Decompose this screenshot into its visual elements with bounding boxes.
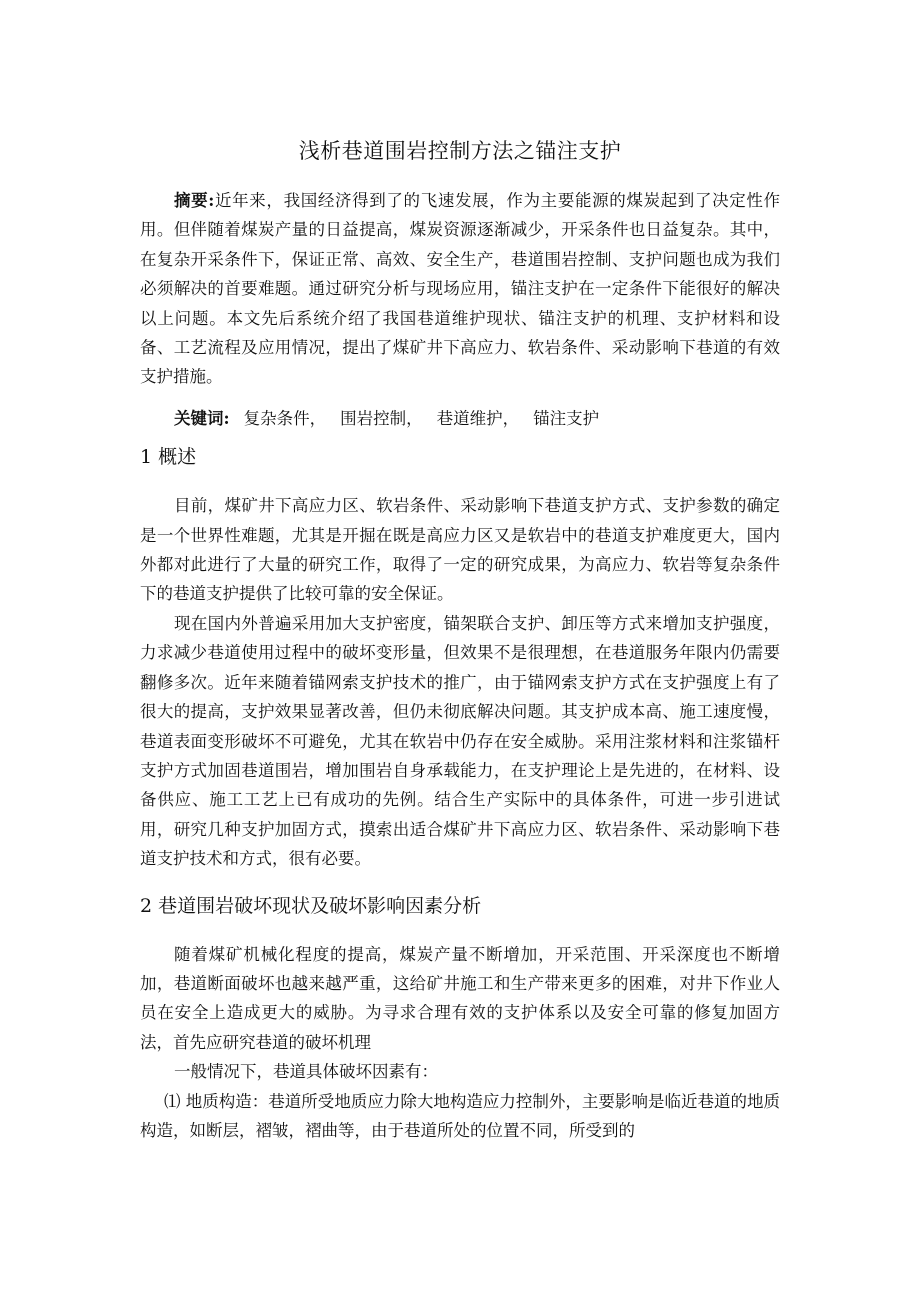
document-title: 浅析巷道围岩控制方法之锚注支护: [298, 139, 622, 163]
section-1-heading: 1 概述: [140, 446, 197, 469]
document-body: [140, 130, 780, 1145]
abstract-text: 近年来，我国经济得到了的飞速发展，作为主要能源的煤炭起到了决定性作用。但伴随着煤炭产量的日益提高，煤炭资源逐渐减少，开采条件也日益复杂。其中，在复杂开采条件下，保证正常、高效、安全生产，巷道围岩控制、支护问题也成为我们必须解决的首要难题。通过研究分析与现场应用，锚注支护在一定条件下能很好的解决以上问题。本文先后系统介绍了我国巷道维护现状、锚注支护的机理、支护材料和设备、工艺流程及应用情况，提出了煤矿井下高应力、软岩条件、采动影响下巷道的有效支护措施。: [140, 191, 781, 387]
keywords-line: [140, 404, 780, 433]
section-1-paragraph: 现在国内外普遍采用加大支护密度，锚架联合支护、卸压等方式来增加支护强度，力求减少巷道使用过程中的破坏变形量，但效果不是很理想，在巷道服务年限内仍需要翻修多次。近年来随着锚网索支护技术的推广，由于锚网索支护方式在支护强度上有了很大的提高，支护效果显著改善，但仍未彻底解决问题。其支护成本高、施工速度慢，巷道表面变形破坏不可避免，尤其在软岩中仍存在安全威胁。采用注浆材料和注浆锚杆支护方式加固巷道围岩，增加围岩自身承载能力，在支护理论上是先进的，在材料、设备供应、施工工艺上已有成功的先例。结合生产实际中的具体条件，可进一步引进试用，研究几种支护加固方式，摸索出适合煤矿井下高应力区、软岩条件、采动影响下巷道支护技术和方式，很有必要。: [140, 613, 780, 869]
section-1-paragraph: 目前，煤矿井下高应力区、软岩条件、采动影响下巷道支护方式、支护参数的确定是一个世界性难题，尤其是开掘在既是高应力区又是软岩中的巷道支护难度更大，国内外都对此进行了大量的研究工作，取得了一定的研究成果，为高应力、软岩等复杂条件下的巷道支护提供了比较可靠的安全保证。: [140, 496, 780, 604]
keyword-item: 围岩控制，: [340, 408, 423, 428]
section-2-list-item: ⑴ 地质构造：巷道所受地质应力除大地构造应力控制外，主要影响是临近巷道的地质构造，如断层，褶皱，褶曲等，由于巷道所处的位置不同，所受到的: [140, 1091, 780, 1140]
keywords-label: 关键词:: [174, 408, 230, 428]
section-2-paragraph: 一般情况下，巷道具体破坏因素有：: [174, 1062, 438, 1082]
section-2-heading: 2 巷道围岩破坏现状及破坏影响因素分析: [140, 894, 482, 917]
keyword-item: 复杂条件，: [243, 408, 327, 428]
keyword-item: 巷道维护，: [436, 408, 520, 428]
section-2-paragraph: 随着煤矿机械化程度的提高，煤炭产量不断增加，开采范围、开采深度也不断增加，巷道断面破坏也越来越严重，这给矿井施工和生产带来更多的困难，对井下作业人员在安全上造成更大的威胁。为寻求合理有效的支护体系以及安全可靠的修复加固方法，首先应研究巷道的破坏机理: [140, 944, 780, 1052]
abstract-paragraph: [140, 186, 780, 392]
abstract-label: 摘要:: [174, 191, 215, 210]
keyword-item: 锚注支护: [533, 408, 600, 428]
